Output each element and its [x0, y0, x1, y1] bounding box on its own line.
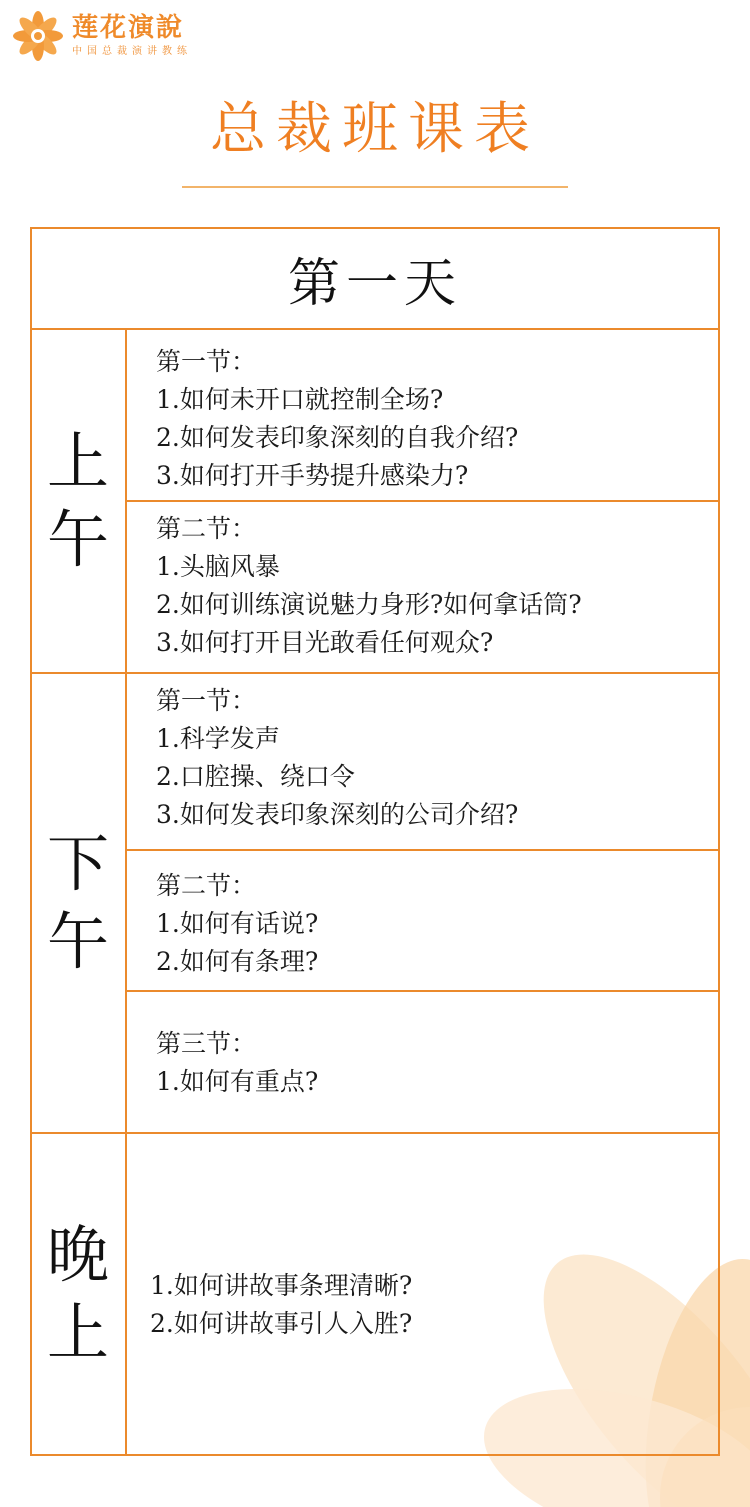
schedule-table	[30, 227, 720, 1456]
period-label-char: 晚	[46, 1218, 109, 1291]
session-block	[150, 1267, 744, 1343]
session-item: 3.如何打开手势提升感染力?	[156, 461, 469, 490]
session-block	[156, 867, 750, 981]
period-label-char: 上	[46, 1296, 109, 1369]
table-border-bottom	[30, 1454, 720, 1456]
session-heading: 第一节：	[156, 686, 257, 715]
session-item: 1.如何有重点?	[156, 1067, 319, 1096]
brand-name: 莲花演說	[72, 13, 185, 43]
session-item: 3.如何发表印象深刻的公司介绍?	[156, 800, 519, 829]
session-item: 1.如何未开口就控制全场?	[156, 385, 444, 414]
lotus-logo-icon	[12, 10, 64, 62]
session-item: 2.如何有条理?	[156, 947, 319, 976]
session-item: 2.如何讲故事引人入胜?	[150, 1309, 413, 1338]
day-title: 第一天	[287, 253, 462, 314]
session-item: 3.如何打开目光敢看任何观众?	[156, 628, 494, 657]
session-block	[156, 343, 750, 495]
session-item: 2.口腔操、绕口令	[156, 762, 355, 791]
session-heading: 第二节：	[156, 514, 257, 543]
period-label-char: 午	[46, 905, 109, 978]
period-label-char: 上	[46, 425, 109, 498]
session-block	[156, 682, 750, 834]
brand-logo	[12, 10, 192, 62]
period-label-char: 下	[46, 827, 109, 900]
period-label-afternoon	[30, 674, 126, 1132]
period-divider	[30, 672, 720, 674]
title-divider	[182, 186, 568, 188]
session-block	[156, 1025, 750, 1101]
session-item: 2.如何发表印象深刻的自我介绍?	[156, 423, 519, 452]
brand-subtitle: 中国总裁演讲教练	[72, 46, 192, 57]
session-divider	[126, 500, 720, 502]
session-heading: 第三节：	[156, 1029, 257, 1058]
period-label-char: 午	[46, 503, 109, 576]
session-item: 1.如何讲故事条理清晰?	[150, 1271, 413, 1300]
period-label-evening	[30, 1134, 126, 1454]
session-item: 1.科学发声	[156, 724, 280, 753]
session-divider	[126, 849, 720, 851]
period-label-morning	[30, 330, 126, 672]
session-divider	[126, 990, 720, 992]
period-divider	[30, 1132, 720, 1134]
session-heading: 第一节：	[156, 347, 257, 376]
session-item: 2.如何训练演说魅力身形?如何拿话筒?	[156, 590, 582, 619]
session-item: 1.如何有话说?	[156, 909, 319, 938]
session-block	[156, 510, 750, 662]
session-item: 1.头脑风暴	[156, 552, 280, 581]
page-title: 总裁班课表	[210, 97, 540, 162]
session-heading: 第二节：	[156, 871, 257, 900]
